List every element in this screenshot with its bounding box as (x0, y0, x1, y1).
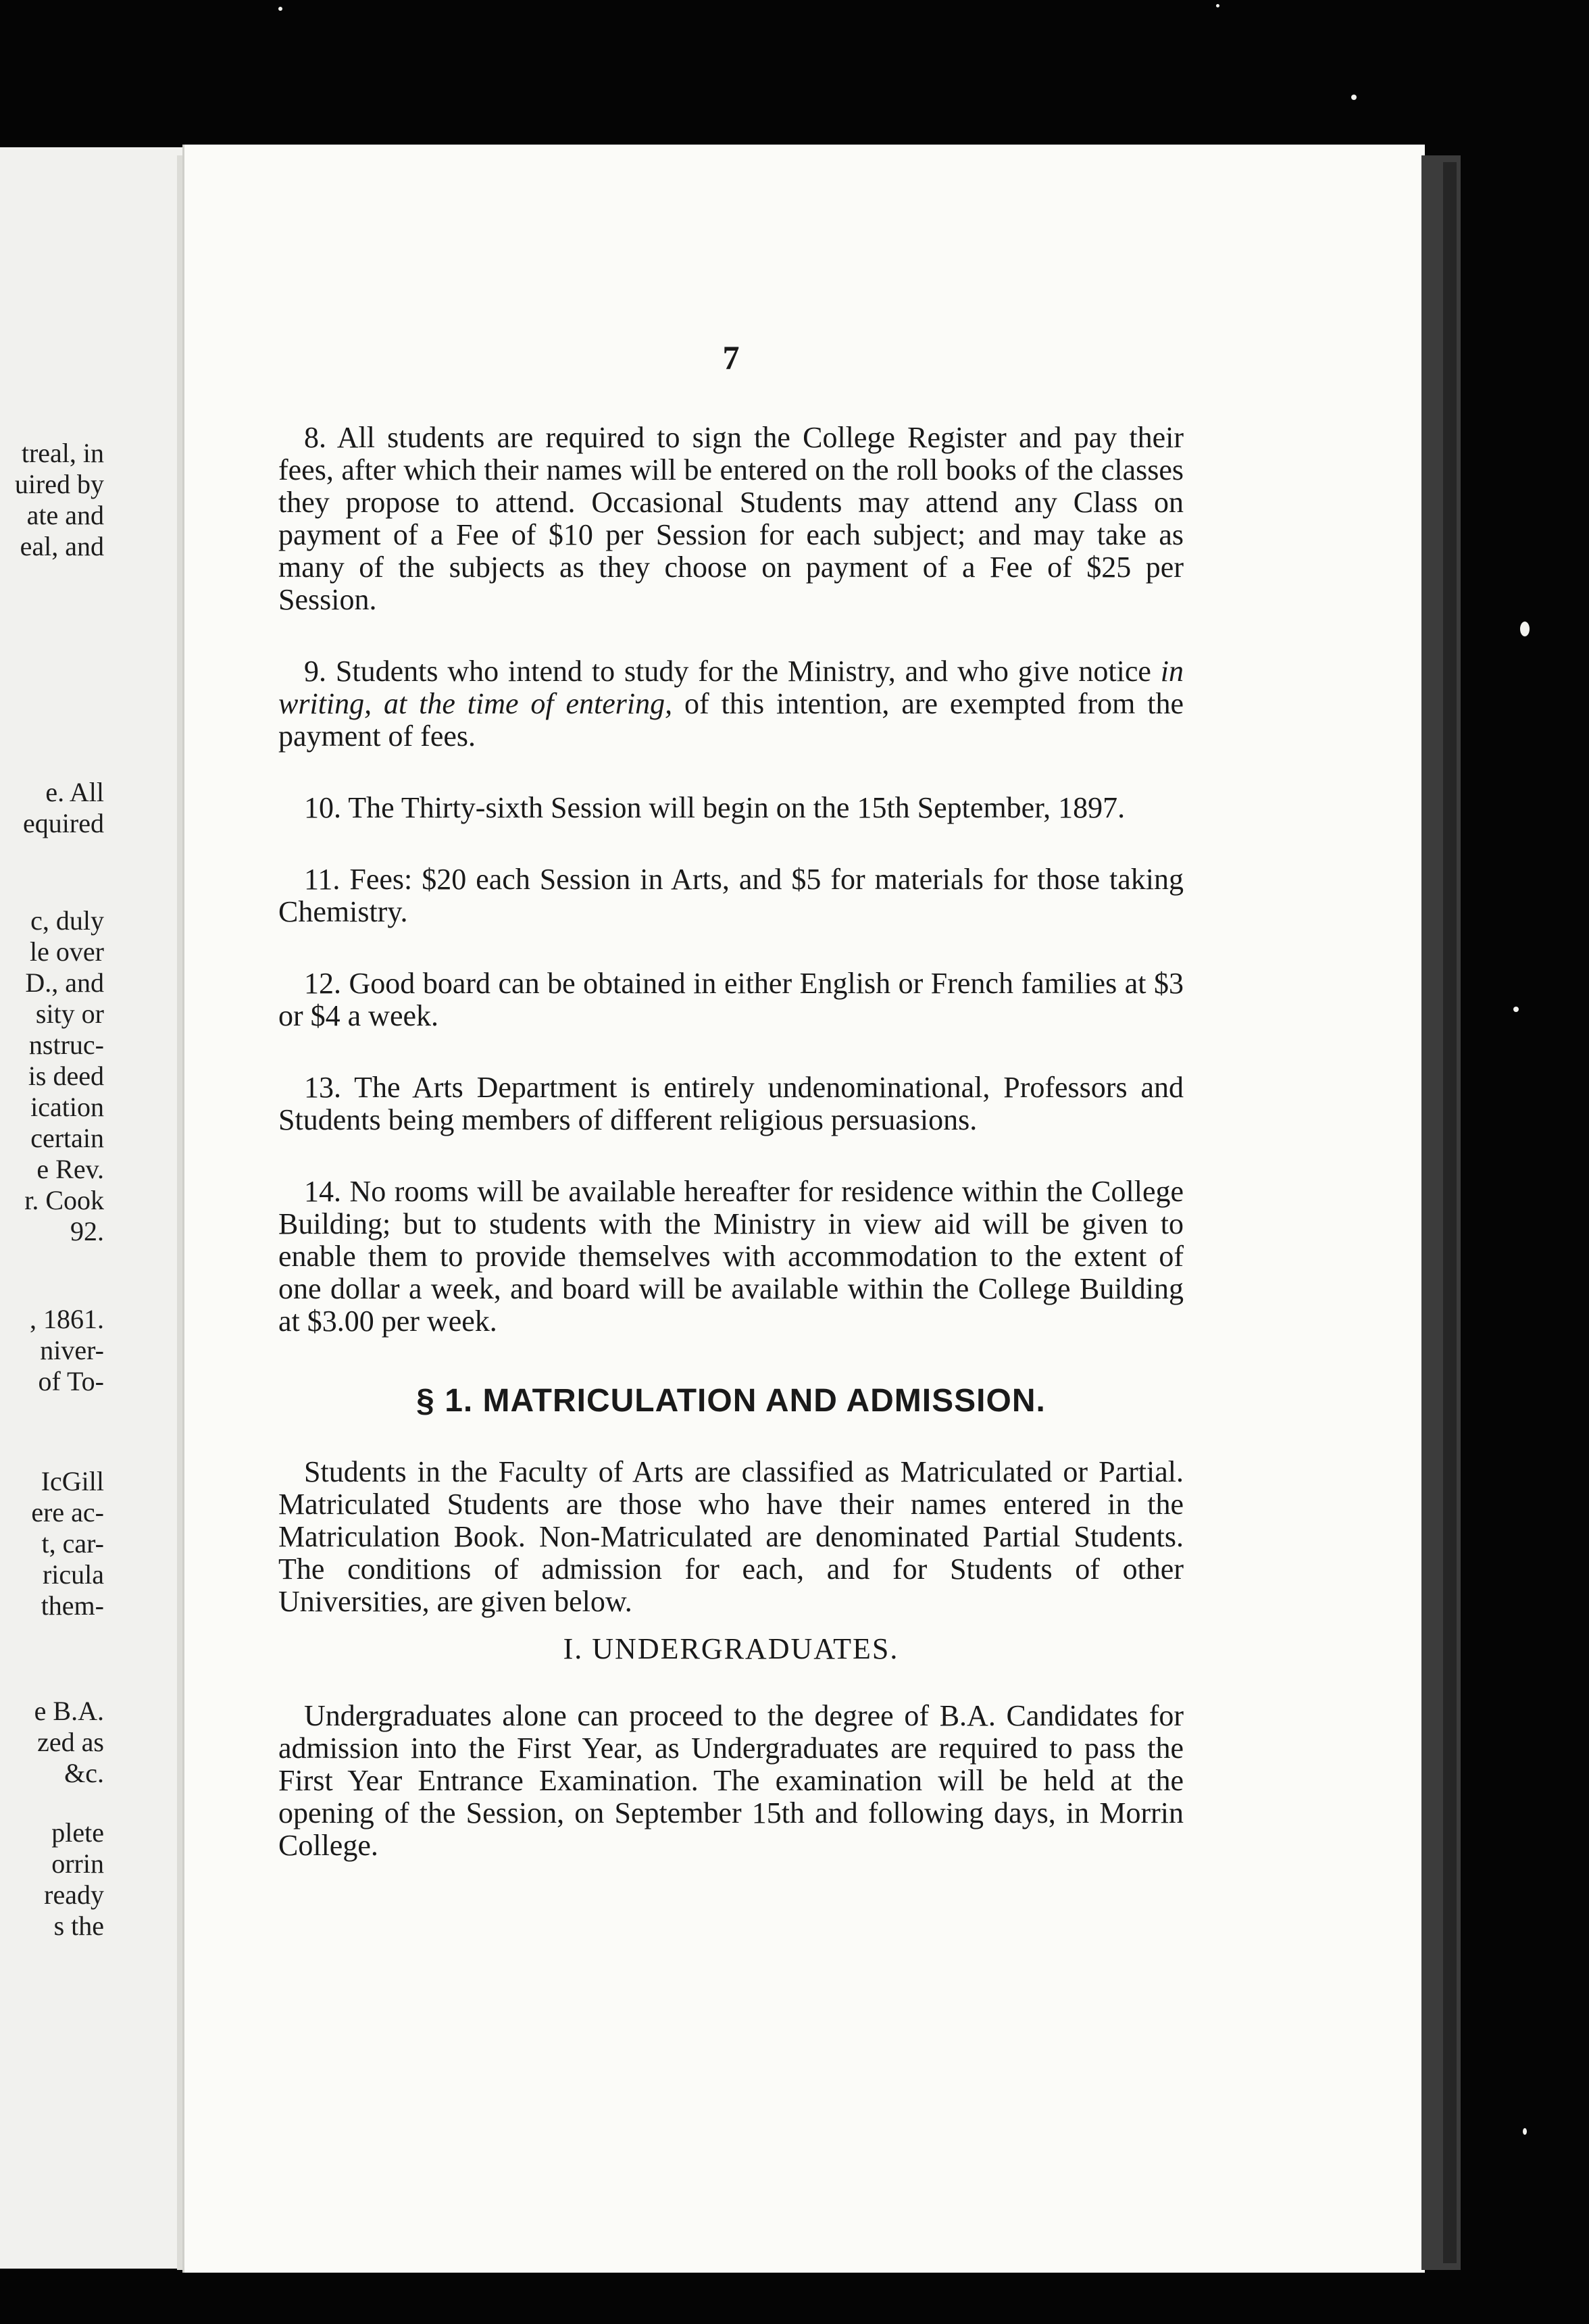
facing-page-text-fragment: of To- (38, 1366, 104, 1396)
facing-page-text-fragment: e B.A. (34, 1696, 104, 1726)
paragraph-number: 9. (304, 655, 326, 688)
paragraph-text: The Arts Department is entirely undenominational, Professors and Students being members of different religious persuasions. (278, 1071, 1184, 1136)
scan-speck (1513, 1007, 1519, 1012)
facing-page-text-fragment: e. All (45, 777, 104, 807)
facing-page-text-fragment: orrin (51, 1848, 104, 1879)
scan-speck (278, 7, 282, 11)
facing-page-text-fragment: ication (30, 1092, 104, 1122)
undergraduates-paragraph: Undergraduates alone can proceed to the degree of B.A. Candidates for admission into the First Year, as Undergraduates are required to pass the First Year Entrance Examination. The examination will be held at the opening of the Session, on September 15th and following days, in Morrin College. (278, 1699, 1184, 1862)
paragraph-text: The Thirty-sixth Session will begin on the 15th September, 1897. (348, 791, 1126, 824)
facing-page (0, 147, 196, 2269)
facing-page-text-fragment: D., and (25, 967, 104, 998)
section-intro-paragraph: Students in the Faculty of Arts are classified as Matriculated or Partial. Matriculated Students are those who have their names entered in the Matriculation Book. Non-Matriculated are denominated Partial Students. The conditions of admission for each, and for Students of other Universities, are given below. (278, 1455, 1184, 1618)
facing-page-text-fragment: nstruc- (28, 1030, 104, 1060)
facing-page-text-fragment: eal, and (20, 531, 104, 561)
paragraph-text: Fees: $20 each Session in Arts, and $5 for materials for those taking Chemistry. (278, 863, 1184, 928)
facing-page-text-fragment: equired (23, 808, 104, 838)
paragraph-number: 8. (304, 421, 326, 454)
subheading: I. UNDERGRADUATES. (563, 1632, 899, 1665)
facing-page-text-fragment: zed as (37, 1727, 104, 1757)
section-heading: § 1. MATRICULATION AND ADMISSION. (416, 1383, 1046, 1419)
facing-page-text-fragment: treal, in (21, 438, 104, 468)
page-stack-shadow (1443, 162, 1457, 2263)
scan-speck (1523, 2128, 1527, 2135)
facing-page-text-fragment: plete (51, 1817, 104, 1848)
paragraph-number: 10. (304, 791, 341, 824)
facing-page-text-fragment: them- (41, 1590, 104, 1621)
facing-page-text-fragment: 92. (70, 1216, 104, 1246)
paragraph-italic-text: in writing, at the time of entering, (278, 655, 1184, 720)
paragraph-10 (278, 792, 1184, 824)
facing-page-text-fragment: &c. (64, 1758, 104, 1788)
paragraph-text: of this intention, are exempted from the payment of fees. (278, 687, 1184, 753)
paragraph-8 (278, 422, 1184, 616)
paragraph-9 (278, 655, 1184, 753)
paragraph-number: 11. (304, 863, 340, 896)
paragraph-12 (278, 967, 1184, 1032)
scan-speck (1216, 4, 1219, 7)
facing-page-text-fragment: niver- (40, 1335, 104, 1365)
scan-speck (1351, 95, 1357, 100)
paragraph-text: Good board can be obtained in either English or French families at $3 or $4 a week. (278, 967, 1184, 1032)
facing-page-text-fragment: certain (30, 1123, 104, 1153)
facing-page-text-fragment: ready (44, 1879, 104, 1910)
facing-page-text-fragment: sity or (35, 999, 104, 1029)
facing-page-text-fragment: c, duly (30, 905, 104, 936)
paragraph-text: Students who intend to study for the Ministry, and who give notice (335, 655, 1161, 688)
paragraph-number: 14. (304, 1175, 341, 1208)
scan-speck (1520, 622, 1530, 636)
facing-page-text-fragment: r. Cook (24, 1185, 104, 1215)
facing-page-text-fragment: ricula (42, 1559, 104, 1590)
paragraph-14 (278, 1176, 1184, 1338)
paragraph-number: 13. (304, 1071, 341, 1104)
page-text (278, 338, 1184, 1862)
facing-page-text-fragment: ate and (26, 500, 104, 530)
facing-page-text-fragment: le over (30, 936, 104, 967)
facing-page-text-fragment: , 1861. (30, 1304, 104, 1334)
paragraph-11 (278, 863, 1184, 928)
facing-page-text-fragment: t, car- (41, 1528, 104, 1559)
facing-page-text-fragment: s the (53, 1911, 104, 1941)
facing-page-text-fragment: e Rev. (36, 1154, 104, 1184)
facing-page-text-fragment: ere ac- (31, 1497, 104, 1527)
facing-page-text-fragment: uired by (14, 469, 104, 499)
facing-page-text-fragment: is deed (28, 1061, 104, 1091)
paragraph-text: No rooms will be available hereafter for residence within the College Building; but to students with the Ministry in view aid will be given to enable them to provide themselves with accommodation to the extent of one dollar a week, and board will be available within the College Building at $3.00 per week. (278, 1175, 1184, 1338)
facing-page-text-fragment: IcGill (41, 1466, 104, 1496)
paragraph-number: 12. (304, 967, 341, 1000)
page-number: 7 (722, 338, 740, 376)
paragraph-13 (278, 1071, 1184, 1136)
paragraph-text: All students are required to sign the College Register and pay their fees, after which their names will be entered on the roll books of the classes they propose to attend. Occasional Students may attend any Class on payment of a Fee of $10 per Session for each subject; and may take as many of the subjects as they choose on payment of a Fee of $25 per Session. (278, 421, 1184, 616)
